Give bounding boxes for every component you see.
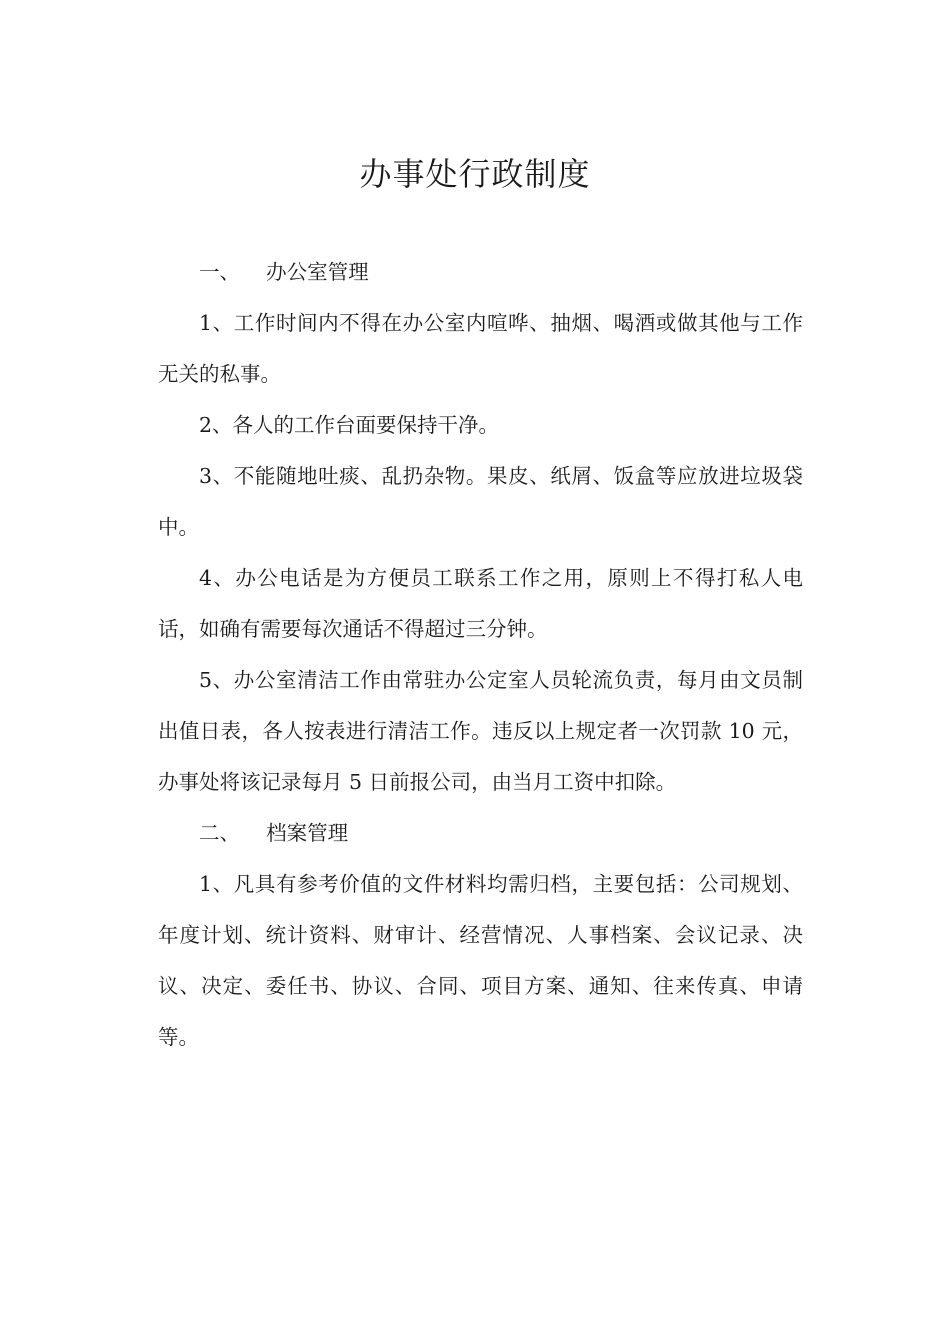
section-heading-office-management: 一、 办公室管理	[199, 260, 369, 284]
office-rule-3: 3、不能随地吐痰、乱扔杂物。果皮、纸屑、饭盒等应放进垃圾袋中。	[158, 464, 803, 539]
section-heading-archive-management: 二、 档案管理	[199, 821, 349, 845]
office-rule-5: 5、办公室清洁工作由常驻办公定室人员轮流负责，每月由文员制出值日表，各人按表进行清洁工作。违反以上规定者一次罚款 10 元，办事处将该记录每月 5 日前报公司，由当月工资中扣除。	[158, 668, 803, 794]
archive-rule-1: 1、凡具有参考价值的文件材料均需归档，主要包括：公司规划、年度计划、统计资料、财审计、经营情况、人事档案、会议记录、决议、决定、委任书、协议、合同、项目方案、通知、往来传真、申请等。	[158, 872, 803, 1049]
office-rule-4: 4、办公电话是为方便员工联系工作之用，原则上不得打私人电话，如确有需要每次通话不得超过三分钟。	[158, 566, 803, 641]
document-title: 办事处行政制度	[359, 155, 591, 193]
office-rule-2: 2、各人的工作台面要保持干净。	[199, 413, 500, 437]
document-body	[158, 247, 803, 1063]
office-rule-1: 1、工作时间内不得在办公室内喧哗、抽烟、喝酒或做其他与工作无关的私事。	[158, 311, 803, 386]
